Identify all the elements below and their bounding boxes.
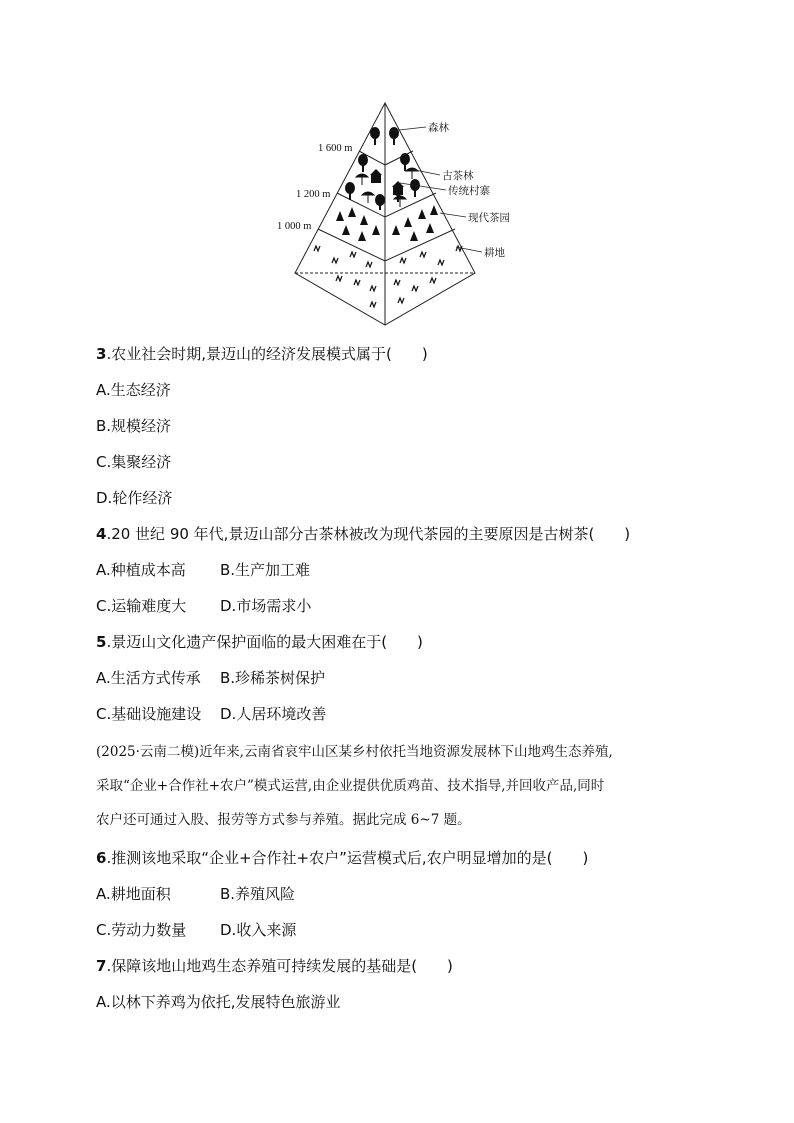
question-stem: .农业社会时期,景迈山的经济发展模式属于( ) [106,345,428,363]
q3-option-b[interactable]: B.规模经济 [96,417,172,435]
q6-option-c[interactable]: C.劳动力数量 [96,921,187,939]
question-stem: .保障该地山地鸡生态养殖可持续发展的基础是( ) [106,957,453,975]
q5-option-c[interactable]: C.基础设施建设 [96,705,202,723]
modern-tea-icons [336,205,438,241]
question-stem: .推测该地采取“企业+合作社+农户”运营模式后,农户明显增加的是( ) [106,849,589,867]
elevation-label-1200: 1 200 m [296,189,331,200]
question-number: 7 [96,957,107,975]
question-stem: .景迈山文化遗产保护面临的最大困难在于( ) [106,633,423,651]
village-house-icons [370,169,404,195]
q4-option-c[interactable]: C.运输难度大 [96,597,187,615]
label-modern-tea-garden: 现代茶园 [468,212,510,224]
q5-option-d[interactable]: D.人居环境改善 [220,705,327,723]
ancient-tea-icons [356,168,418,207]
q5-option-a[interactable]: A.生活方式传承 [96,669,201,687]
passage-line-3: 农户还可通过入股、报劳等方式参与养殖。据此完成 6~7 题。 [96,812,471,828]
elevation-label-1600: 1 600 m [318,143,353,154]
q6-option-b[interactable]: B.养殖风险 [220,885,296,903]
question-stem: .20 世纪 90 年代,景迈山部分古茶林被改为现代茶园的主要原因是古树茶( ) [106,525,631,543]
label-ancient-tea: 古茶林 [442,170,474,182]
q5-option-b[interactable]: B.珍稀茶树保护 [220,669,326,687]
label-forest: 森林 [428,122,449,134]
passage-line-2: 采取“企业+合作社+农户”模式运营,由企业提供优质鸡苗、技术指导,并回收产品,同时 [96,778,605,794]
elevation-label-1000: 1 000 m [277,221,312,232]
question-3 [96,344,428,364]
q3-option-c[interactable]: C.集聚经济 [96,453,172,471]
q3-option-a[interactable]: A.生态经济 [96,381,171,399]
q4-option-d[interactable]: D.市场需求小 [220,597,312,615]
q6-option-d[interactable]: D.收入来源 [220,921,297,939]
pyramid-diagram [270,95,530,335]
q4-option-b[interactable]: B.生产加工难 [220,561,311,579]
q4-option-a[interactable]: A.种植成本高 [96,561,186,579]
label-traditional-village: 传统村寨 [448,185,490,197]
q3-option-d[interactable]: D.轮作经济 [96,489,173,507]
question-7 [96,956,453,976]
question-number: 4 [96,525,107,543]
question-4 [96,524,630,544]
passage-line-1: (2025·云南二模)近年来,云南省哀牢山区某乡村依托当地资源发展林下山地鸡生态养殖, [96,744,613,760]
question-6 [96,848,588,868]
question-number: 6 [96,849,107,867]
question-5 [96,632,423,652]
farmland-icons [314,246,462,307]
question-number: 3 [96,345,107,363]
label-farmland: 耕地 [484,247,505,259]
q6-option-a[interactable]: A.耕地面积 [96,885,171,903]
q7-option-a[interactable]: A.以林下养鸡为依托,发展特色旅游业 [96,993,341,1011]
question-number: 5 [96,633,107,651]
